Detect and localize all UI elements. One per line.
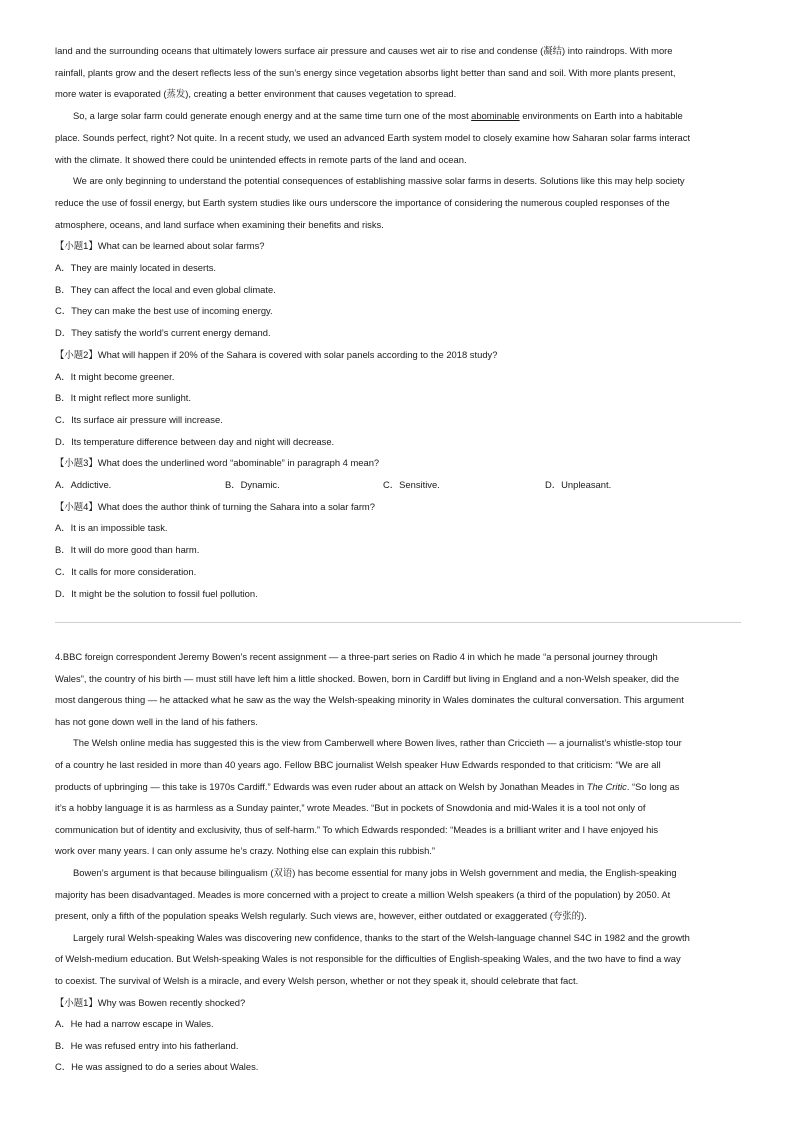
text-line: Bowen’s argument is that because bilingualism (双语) has become essential for many jobs in Welsh government and media, the English-speaking <box>73 866 677 878</box>
text-line: with the climate. It showed there could be unintended effects in remote parts of the land and ocean. <box>55 153 467 165</box>
question-stem: 【小题1】What can be learned about solar farms? <box>55 240 265 252</box>
option-a[interactable]: A．He had a narrow escape in Wales. <box>55 1018 214 1030</box>
option-c[interactable]: C．They can make the best use of incoming energy. <box>55 305 273 317</box>
text-line: land and the surrounding oceans that ultimately lowers surface air pressure and causes wet air to rise and condense (凝结) into raindrops. With more <box>55 45 673 56</box>
text-line: So, a large solar farm could generate enough energy and at the same time turn one of the most abominable environments on Earth into a habitable <box>73 110 683 122</box>
option-b[interactable]: B．He was refused entry into his fatherland. <box>55 1039 239 1051</box>
option-b[interactable]: B．It will do more good than harm. <box>55 544 200 556</box>
underlined-word: abominable <box>471 110 520 122</box>
text-line: work over many years. I can only assume he’s crazy. Nothing else can explain this rubbish.” <box>55 845 436 857</box>
question-stem: 【小题1】Why was Bowen recently shocked? <box>55 996 246 1008</box>
text-line: Largely rural Welsh-speaking Wales was discovering new confidence, thanks to the start of the Welsh-language channel S4C in 1982 and the growth <box>73 931 690 943</box>
paragraph-5 <box>55 170 741 235</box>
text-line: 4.BBC foreign correspondent Jeremy Bowen’s recent assignment — a three-part series on Radio 4 in which he made “a personal journey through <box>55 651 658 662</box>
text-line: more water is evaporated (蒸发), creating a better environment that causes vegetation to spread. <box>55 88 457 100</box>
passage-4 <box>55 646 741 1078</box>
question-1 <box>55 992 741 1078</box>
paragraph-4 <box>55 105 741 170</box>
option-d[interactable]: D．Unpleasant. <box>545 479 612 491</box>
text-line: reduce the use of fossil energy, but Earth system studies like ours underscore the importance of considering the numerous coupled responses of the <box>55 196 670 208</box>
text-line: rainfall, plants grow and the desert reflects less of the sun’s energy since vegetation absorbs light better than sand and soil. With more plants present, <box>55 66 676 78</box>
text-line: it’s a hobby language it is as harmless as a Sunday painter,” wrote Meades. “But in pockets of Snowdonia and mid-Wales it is a tool not only of <box>55 802 646 814</box>
text-line: We are only beginning to understand the potential consequences of establishing massive solar farms in deserts. Solutions like this may help society <box>73 175 685 187</box>
paragraph-3-tail <box>55 40 741 105</box>
paragraph-3 <box>55 862 741 927</box>
question-stem: 【小题3】What does the underlined word “abominable” in paragraph 4 mean? <box>55 457 380 469</box>
question-1 <box>55 235 741 344</box>
text-line: The Welsh online media has suggested this is the view from Camberwell where Bowen lives, rather than Criccieth — a journalist’s whistle-stop tour <box>73 737 682 749</box>
option-b[interactable]: B．Dynamic. <box>225 479 280 491</box>
option-c[interactable]: C．Its surface air pressure will increase. <box>55 413 223 425</box>
question-stem: 【小题2】What will happen if 20% of the Sahara is covered with solar panels according to the 2018 study? <box>55 348 498 360</box>
text-line: of Welsh-medium education. But Welsh-speaking Wales is not responsible for the difficulties of English-speaking Wales, and the two have to find a way <box>55 953 681 965</box>
text-line: to coexist. The survival of Welsh is a miracle, and every Welsh person, whether or not they speak it, should celebrate that fact. <box>55 974 579 986</box>
option-b[interactable]: B．It might reflect more sunlight. <box>55 392 191 404</box>
option-a[interactable]: A．Addictive. <box>55 479 112 491</box>
publication-title: The Critic <box>586 780 627 792</box>
question-4 <box>55 496 741 605</box>
paragraph-4 <box>55 927 741 992</box>
option-d[interactable]: D．It might be the solution to fossil fuel pollution. <box>55 587 258 599</box>
option-c[interactable]: C．Sensitive. <box>383 479 440 491</box>
section-divider <box>55 622 741 623</box>
option-a[interactable]: A．They are mainly located in deserts. <box>55 262 217 274</box>
option-d[interactable]: D．Its temperature difference between day and night will decrease. <box>55 435 335 447</box>
question-3 <box>55 452 741 495</box>
text-line: atmosphere, oceans, and land surface when examining their benefits and risks. <box>55 218 384 230</box>
option-a[interactable]: A．It is an impossible task. <box>55 522 168 534</box>
text-line: present, only a fifth of the population speaks Welsh regularly. Such views are, however, either outdated or exaggerated (夸张的). <box>55 910 587 922</box>
option-c[interactable]: C．He was assigned to do a series about Wales. <box>55 1061 259 1073</box>
text-line: has not gone down well in the land of his fathers. <box>55 715 258 727</box>
text-line: most dangerous thing — he attacked what he saw as the way the Welsh-speaking minority in Wales dominates the cultural conversation. This argument <box>55 694 684 706</box>
question-2 <box>55 344 741 453</box>
text-line: products of upbringing — this take is 1970s Cardiff.” Edwards was even ruder about an attack on Welsh by Jonathan Meades in The Critic. “So long as <box>55 780 680 792</box>
paragraph-1 <box>55 646 741 732</box>
option-a[interactable]: A．It might become greener. <box>55 370 175 382</box>
question-stem: 【小题4】What does the author think of turning the Sahara into a solar farm? <box>55 500 375 512</box>
option-row <box>55 474 741 496</box>
text-line: of a country he last resided in more than 40 years ago. Fellow BBC journalist Welsh speaker Huw Edwards responded to that criticism: “We are all <box>55 758 661 770</box>
text-line: place. Sounds perfect, right? Not quite. In a recent study, we used an advanced Earth system model to closely examine how Saharan solar farms interact <box>55 131 691 143</box>
passage-3 <box>55 40 741 604</box>
option-d[interactable]: D．They satisfy the world’s current energy demand. <box>55 327 271 339</box>
option-c[interactable]: C．It calls for more consideration. <box>55 565 197 577</box>
option-b[interactable]: B．They can affect the local and even global climate. <box>55 283 276 295</box>
text-line: majority has been disadvantaged. Meades is more concerned with a project to create a million Welsh speakers (a third of the population) by 2050. At <box>55 888 671 900</box>
paragraph-2 <box>55 732 741 862</box>
text-line: Wales”, the country of his birth — must still have left him a little shocked. Bowen, born in Cardiff but living in England and a non-Welsh speaker, did the <box>55 672 680 684</box>
text-line: communication but of identity and exclusivity, thus of self-harm.” To which Edwards responded: “Meades is a brilliant writer and I have enjoyed his <box>55 823 659 835</box>
